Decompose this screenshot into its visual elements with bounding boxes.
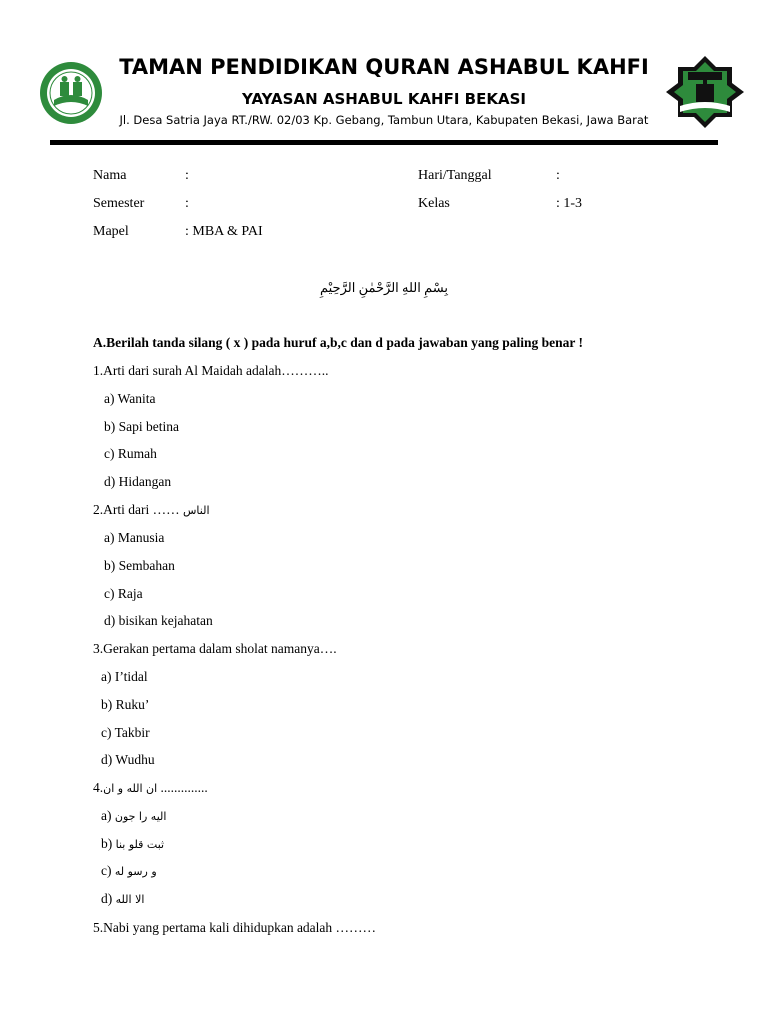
q4-option-b	[101, 836, 164, 852]
nama-colon: :	[185, 168, 189, 183]
q4-option-d	[101, 891, 144, 907]
q1-option-d: d) Hidangan	[104, 474, 172, 489]
school-title: TAMAN PENDIDIKAN QURAN ASHABUL KAHFI	[119, 55, 649, 79]
q4-option-d-letter: d)	[101, 891, 113, 906]
school-address: Jl. Desa Satria Jaya RT./RW. 02/03 Kp. Gebang, Tambun Utara, Kabupaten Bekasi, Jawa Barat	[119, 113, 649, 127]
question-2	[93, 502, 210, 518]
q1-option-c: c) Rumah	[104, 446, 157, 461]
q4-option-c-arabic: و رسو له	[114, 865, 157, 878]
q4-option-b-letter: b)	[101, 836, 113, 851]
kelas-label: Kelas	[418, 196, 450, 211]
hari-colon: :	[556, 168, 560, 183]
header-divider	[50, 140, 718, 145]
instruction: A.Berilah tanda silang ( x ) pada huruf a,b,c dan d pada jawaban yang paling benar !	[93, 335, 583, 350]
question-1: 1.Arti dari surah Al Maidah adalah………..	[93, 363, 329, 378]
bismillah: بِسْمِ اللهِ الرَّحْمٰنِ الرَّحِيْمِ	[319, 280, 448, 295]
q3-option-b: b) Ruku’	[101, 697, 150, 712]
question-2-arabic: الناس	[183, 504, 210, 517]
q1-option-a: a) Wanita	[104, 391, 156, 406]
q1-option-b: b) Sapi betina	[104, 419, 179, 434]
question-2-text: 2.Arti dari ……	[93, 502, 180, 517]
q2-option-b: b) Sembahan	[104, 558, 175, 573]
q2-option-a: a) Manusia	[104, 530, 165, 545]
semester-colon: :	[185, 196, 189, 211]
kelas-value: : 1-3	[556, 196, 583, 211]
q3-option-d: d) Wudhu	[101, 752, 155, 767]
q4-option-c	[101, 863, 157, 879]
question-3: 3.Gerakan pertama dalam sholat namanya….	[93, 641, 337, 656]
q2-option-c: c) Raja	[104, 586, 143, 601]
foundation-name: YAYASAN ASHABUL KAHFI BEKASI	[242, 90, 526, 108]
q3-option-c: c) Takbir	[101, 725, 150, 740]
q4-option-a	[101, 808, 166, 824]
question-4	[93, 780, 208, 796]
q2-option-d: d) bisikan kejahatan	[104, 613, 213, 628]
hari-label: Hari/Tanggal	[418, 168, 492, 183]
q4-option-b-arabic: ثبت قلو بنا	[115, 838, 165, 851]
q4-option-a-letter: a)	[101, 808, 112, 823]
q4-option-c-letter: c)	[101, 863, 112, 878]
q4-option-d-arabic: الا الله	[115, 893, 145, 906]
q4-option-a-arabic: اليه را جون	[114, 810, 167, 823]
question-4-arabic: ان الله و ان	[103, 782, 158, 795]
mapel-label: Mapel	[93, 224, 129, 239]
question-4-number: 4.	[93, 780, 104, 795]
mapel-value: : MBA & PAI	[185, 224, 263, 239]
question-5: 5.Nabi yang pertama kali dihidupkan adalah ………	[93, 920, 377, 935]
semester-label: Semester	[93, 196, 145, 211]
nama-label: Nama	[93, 168, 127, 183]
question-4-dots: ..............	[157, 780, 208, 795]
q3-option-a: a) I’tidal	[101, 669, 148, 684]
